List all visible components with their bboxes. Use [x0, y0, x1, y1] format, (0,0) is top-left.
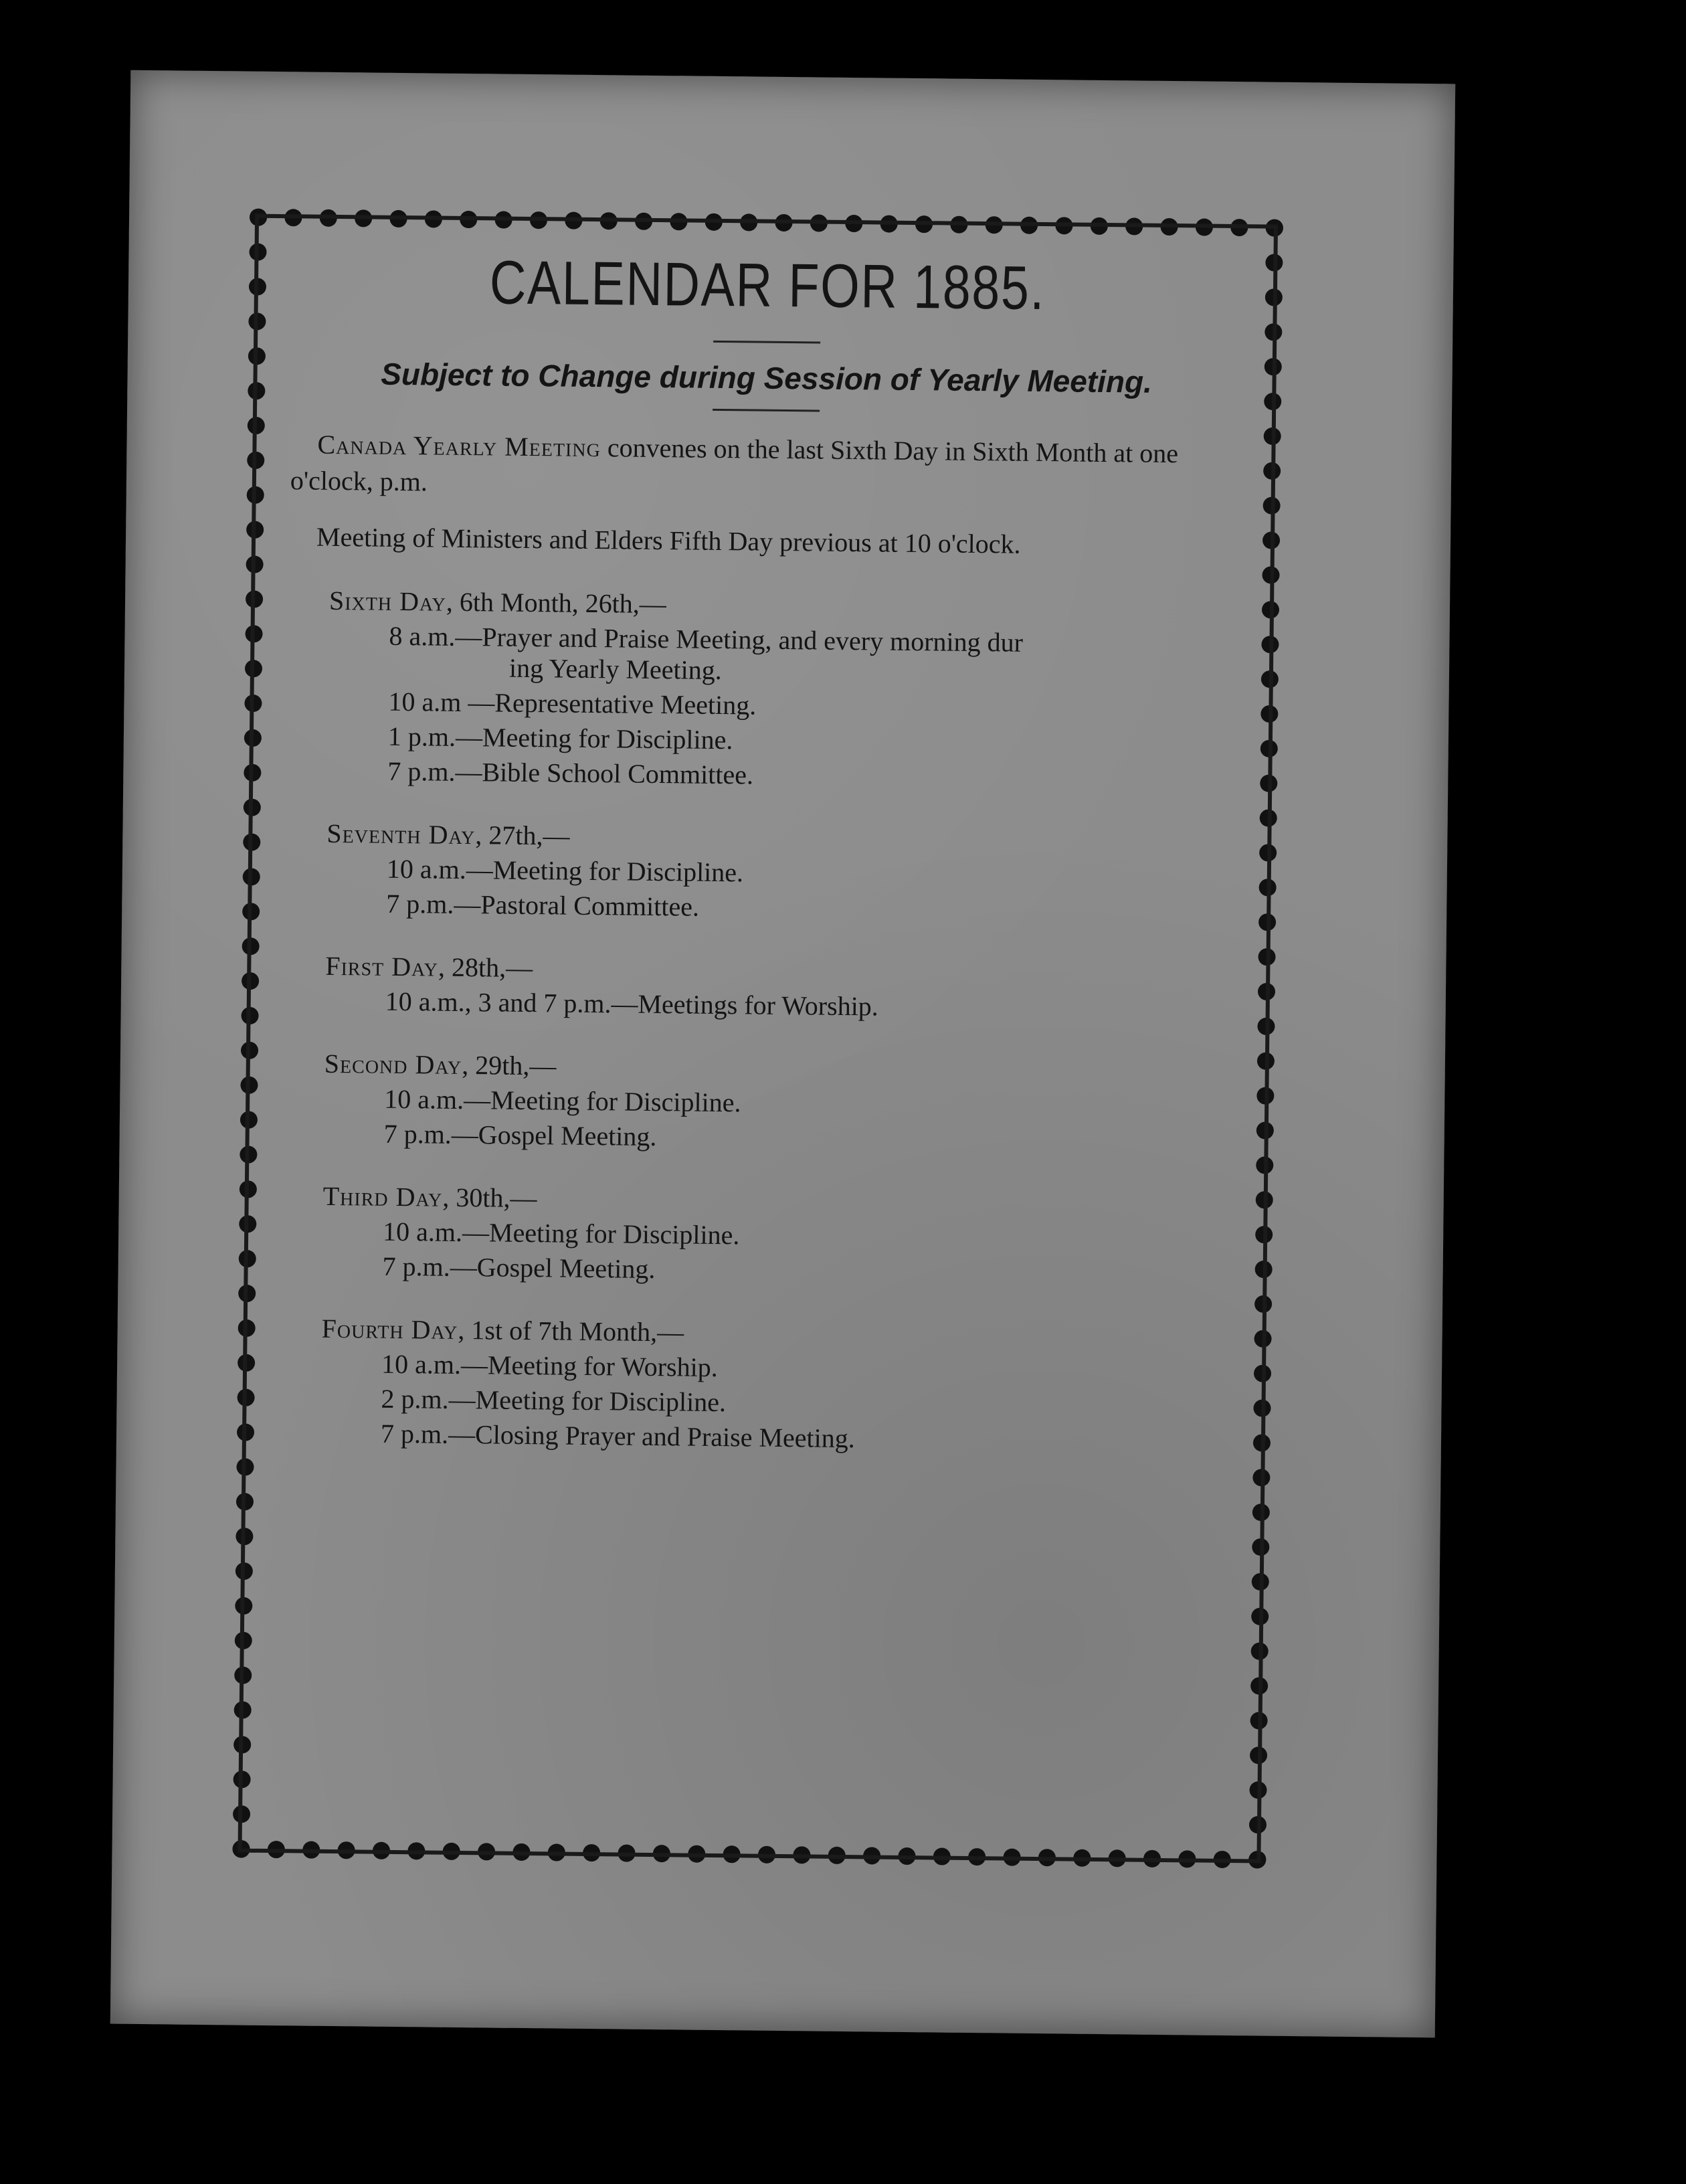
ministers-paragraph: Meeting of Ministers and Elders Fifth Day previous at 10 o'clock. — [316, 521, 1021, 559]
day-date: , 27th,— — [475, 820, 570, 851]
intro-smallcaps: Canada Yearly Meeting — [317, 429, 601, 463]
title-divider — [713, 341, 820, 344]
day-name: Third Day — [322, 1180, 443, 1212]
entry-text: 7 p.m.—Bible School Committee. — [387, 755, 754, 790]
day-name: Sixth Day — [329, 585, 447, 617]
subtitle-divider — [713, 409, 820, 412]
entry-text: 10 a.m.—Meeting for Discipline. — [384, 1083, 741, 1118]
day-date: , 1st of 7th Month,— — [458, 1314, 684, 1348]
day-block — [286, 816, 1237, 930]
day-block — [285, 948, 1236, 1028]
entry-text: 7 p.m.—Closing Prayer and Praise Meeting. — [380, 1418, 856, 1454]
entry-text: 1 p.m.—Meeting for Discipline. — [387, 721, 733, 755]
entry-text: 10 a.m.—Meeting for Discipline. — [382, 1216, 740, 1251]
day-name: First Day — [325, 950, 439, 982]
entry-text: 10 a.m., 3 and 7 p.m.—Meetings for Worship. — [385, 986, 879, 1022]
page-title: CALENDAR FOR 1885. — [489, 248, 1046, 323]
day-date: , 29th,— — [462, 1049, 557, 1081]
day-date: , 28th,— — [438, 951, 533, 984]
day-date: , 6th Month, 26th,— — [446, 586, 667, 620]
day-block — [280, 1311, 1232, 1460]
day-name: Second Day — [324, 1048, 462, 1080]
entry-text: 10 a.m.—Meeting for Worship. — [381, 1348, 718, 1383]
day-name: Seventh Day — [326, 818, 476, 850]
entry-text: 10 a.m.—Meeting for Discipline. — [386, 853, 744, 888]
day-name: Fourth Day — [321, 1313, 458, 1345]
day-schedule — [280, 583, 1239, 1460]
entry-continuation: ing Yearly Meeting. — [508, 652, 723, 686]
entry-text: 8 a.m.—Prayer and Praise Meeting, and every morning dur — [389, 620, 1024, 658]
intro-rest: convenes on the last Sixth Day in Sixth Month at one o'clock, p.m. — [290, 432, 1179, 497]
entry-text: 7 p.m.—Pastoral Committee. — [386, 888, 700, 922]
entry-text: 10 a.m —Representative Meeting. — [388, 686, 757, 721]
entry-text: 2 p.m.—Meeting for Discipline. — [381, 1383, 727, 1418]
day-date: , 30th,— — [442, 1182, 537, 1214]
day-block — [282, 1178, 1233, 1293]
day-block — [283, 1046, 1234, 1160]
paper-sheet — [110, 70, 1455, 2038]
intro-paragraph — [290, 426, 1241, 509]
day-block — [287, 583, 1239, 798]
entry-text: 7 p.m.—Gospel Meeting. — [382, 1251, 656, 1285]
page-subtitle: Subject to Change during Session of Yearly Meeting. — [380, 356, 1153, 399]
schedule-entry — [288, 618, 1239, 693]
entry-text: 7 p.m.—Gospel Meeting. — [383, 1118, 657, 1152]
calendar-content — [280, 246, 1243, 1460]
